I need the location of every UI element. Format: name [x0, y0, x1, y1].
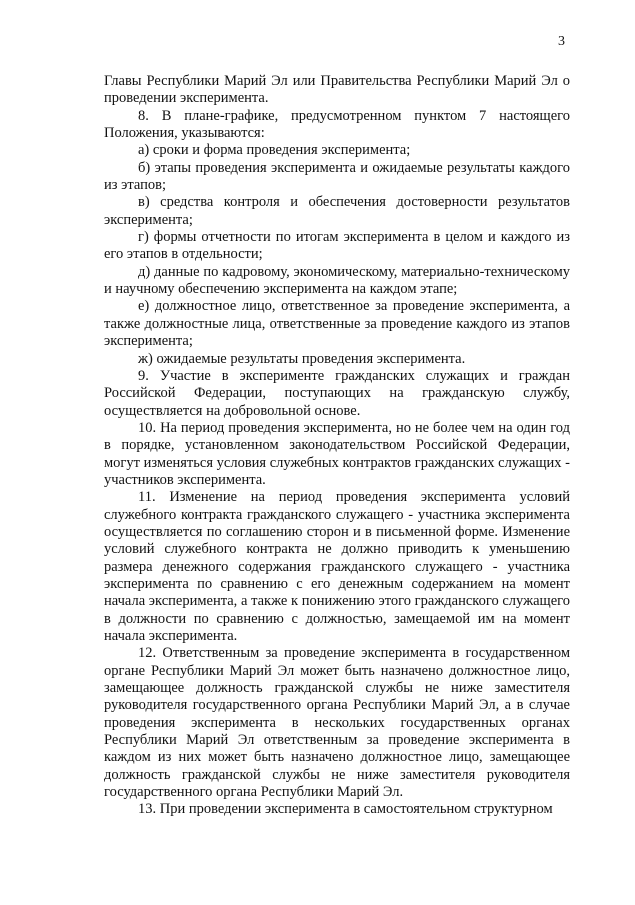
paragraph-continuation: Главы Республики Марий Эл или Правительства Республики Марий Эл о проведении эксперимента.: [104, 73, 570, 107]
paragraph-subitem-v: в) средства контроля и обеспечения достоверности результатов эксперимента;: [104, 194, 570, 228]
body-text: [104, 73, 570, 819]
paragraph-item-9: 9. Участие в эксперименте гражданских служащих и граждан Российской Федерации, поступающих на гражданскую службу, осуществляется на добровольной основе.: [104, 367, 570, 419]
paragraph-item-8: 8. В плане-графике, предусмотренном пунктом 7 настоящего Положения, указываются:: [104, 107, 570, 142]
paragraph-subitem-a: а) сроки и форма проведения эксперимента;: [138, 142, 411, 159]
paragraph-item-13: 13. При проведении эксперимента в самостоятельном структурном: [138, 801, 553, 818]
paragraph-subitem-zh: ж) ожидаемые результаты проведения эксперимента.: [138, 350, 466, 367]
paragraph-subitem-b: б) этапы проведения эксперимента и ожидаемые результаты каждого из этапов;: [104, 159, 570, 194]
paragraph-subitem-d: д) данные по кадровому, экономическому, материально-техническому и научному обеспечению эксперимента на каждом этапе;: [104, 263, 570, 298]
paragraph-item-10: 10. На период проведения эксперимента, но не более чем на один год в порядке, установленном законодательством Российской Федерации, могут изменяться условия служебных контрактов гражданских служащих - участников эксперимента.: [104, 419, 570, 488]
paragraph-subitem-e: е) должностное лицо, ответственное за проведение эксперимента, а также должностные лица, ответственные за проведение каждого из этапов эксперимента;: [104, 298, 570, 350]
paragraph-item-11: 11. Изменение на период проведения эксперимента условий служебного контракта гражданского служащего - участника эксперимента осуществляется по соглашению сторон и в письменной форме. Изменение условий служебного контракта не должно приводить к уменьшению размера денежного содержания гражданского служащего - участника эксперимента по сравнению с его денежным содержанием на момент начала эксперимента, а также к понижению этого гражданского служащего в должности по сравнению с должностью, замещаемой им на момент начала эксперимента.: [104, 489, 570, 644]
page-number: 3: [558, 34, 565, 49]
paragraph-subitem-g: г) формы отчетности по итогам эксперимента в целом и каждого из его этапов в отдельности;: [104, 229, 570, 263]
paragraph-item-12: 12. Ответственным за проведение эксперимента в государственном органе Республики Марий Эл может быть назначено должностное лицо, замещающее должность гражданской службы не ниже заместителя руководителя государственного органа Республики Марий Эл, а в случае проведения эксперимента в нескольких государственных органах Республики Марий Эл ответственным за проведение эксперимента в каждом из них может быть назначено должностное лицо, замещающее должность гражданской службы не ниже заместителя руководителя государственного органа Республики Марий Эл.: [104, 645, 570, 801]
